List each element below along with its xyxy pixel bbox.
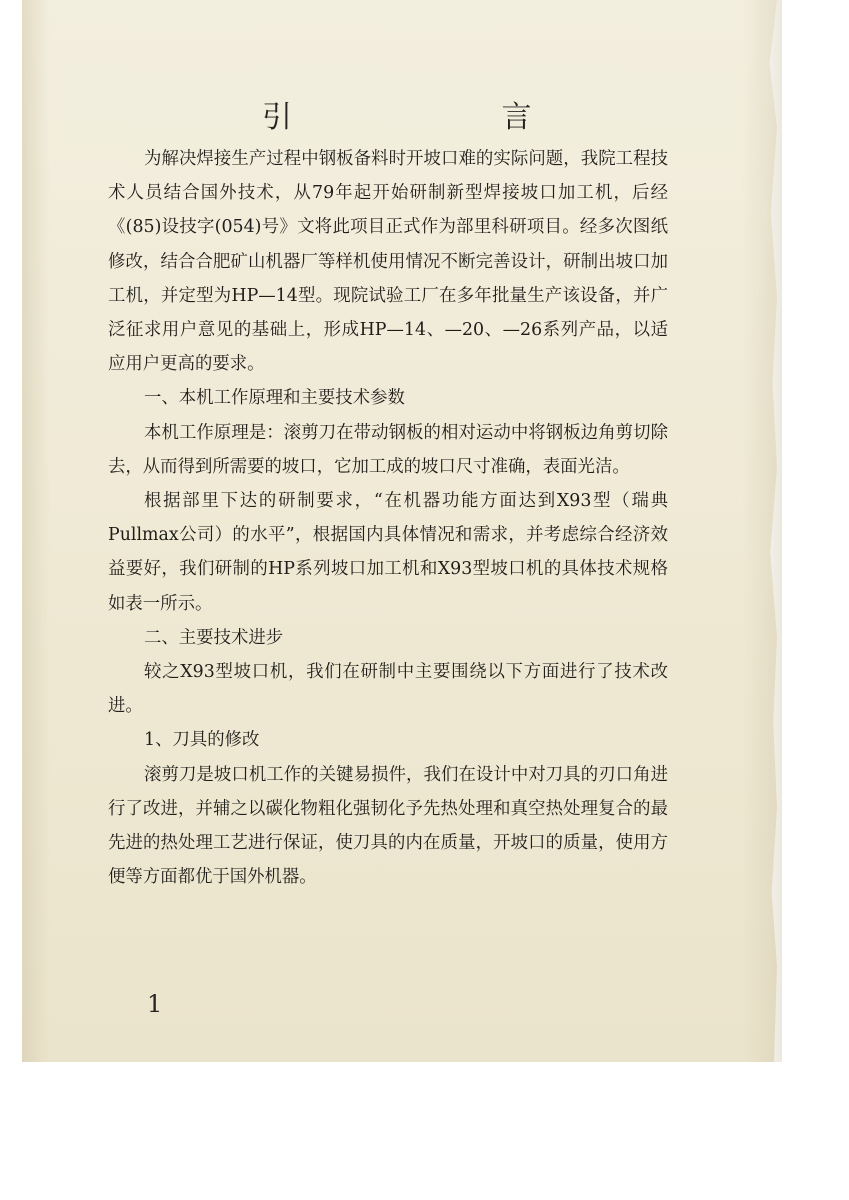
body-text — [108, 142, 668, 894]
section-heading-principle: 一、本机工作原理和主要技术参数 — [144, 388, 405, 409]
paragraph-improvements: 较之X93型坡口机，我们在研制中主要围绕以下方面进行了技术改进。 — [108, 662, 668, 717]
section-heading-progress: 二、主要技术进步 — [144, 627, 284, 648]
torn-right-edge — [742, 0, 782, 1062]
subsection-heading-tool: 1、刀具的修改 — [144, 730, 260, 751]
paragraph-intro: 为解决焊接生产过程中钢板备料时开坡口难的实际问题，我院工程技术人员结合国外技术，从79年起开始研制新型焊接坡口加工机，后经《(85)设技字(054)号》文将此项目正式作为部里科研项目。经多次图纸修改，结合合肥矿山机器厂等样机使用情况不断完善设计，研制出坡口加工机，并定型为HP—14型。现院试验工厂在多年批量生产该设备，并广泛征求用户意见的基础上，形成HP—14、—20、—26系列产品，以适应用户更高的要求。 — [108, 149, 668, 375]
page-heading: 引 言 — [262, 100, 632, 135]
paragraph-tool: 滚剪刀是坡口机工作的关键易损件，我们在设计中对刀具的刃口角进行了改进，并辅之以碳化物粗化强韧化予先热处理和真空热处理复合的最先进的热处理工艺进行保证，使刀具的内在质量，开坡口的质量，使用方便等方面都优于国外机器。 — [108, 764, 668, 888]
page-number: 1 — [147, 990, 163, 1018]
page-left-shadow — [22, 0, 50, 1062]
paragraph-principle: 本机工作原理是：滚剪刀在带动钢板的相对运动中将钢板边角剪切除去，从而得到所需要的坡口，它加工成的坡口尺寸准确，表面光洁。 — [108, 422, 668, 477]
paragraph-requirements: 根据部里下达的研制要求，“在机器功能方面达到X93型（瑞典Pullmax公司）的水平”，根据国内具体情况和需求，并考虑综合经济效益要好，我们研制的HP系列坡口加工机和X93型坡口机的具体技术规格如表一所示。 — [108, 491, 668, 614]
